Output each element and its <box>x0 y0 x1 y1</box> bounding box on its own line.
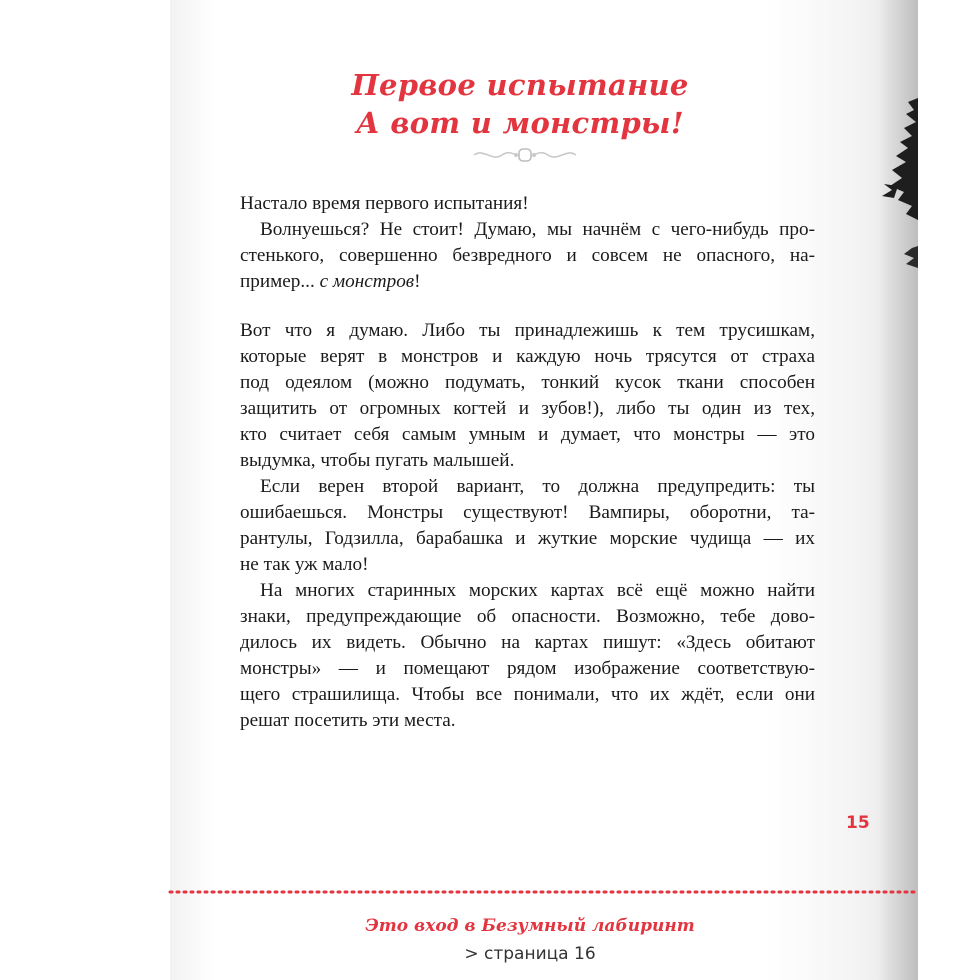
dotted-divider <box>168 888 916 896</box>
text-fragment: ! <box>414 271 421 292</box>
text-line: защитить от огромных когтей и зубов!), либо ты один из тех, <box>240 398 815 419</box>
text-line: Волнуешься? Не стоит! Думаю, мы начнём с чего-нибудь про- <box>260 219 815 240</box>
text-line-with-emphasis <box>240 269 815 295</box>
flourish-icon <box>470 144 580 166</box>
text-line: щего страшилища. Чтобы все понимали, что их ждёт, если они <box>240 684 815 705</box>
text-line: которые верят в монстров и каждую ночь трясутся от страха <box>240 346 815 367</box>
paragraph-group-2 <box>240 318 815 734</box>
page-number: 15 <box>846 813 870 833</box>
text-line: стенького, совершенно безвредного и совсем не опасного, на- <box>240 245 815 266</box>
text-line: выдумка, чтобы пугать малышей. <box>240 450 515 471</box>
next-page-reference[interactable]: > страница 16 <box>464 944 596 964</box>
text-line: На многих старинных морских картах всё ещё можно найти <box>260 580 815 601</box>
chapter-title-line-1: Первое испытание <box>351 68 689 102</box>
emphasis-text: с монстров <box>319 271 415 292</box>
text-line: монстры» — и помещают рядом изображение соответствую- <box>240 658 815 679</box>
text-line: под одеялом (можно подумать, тонкий кусок ткани способен <box>240 372 815 393</box>
text-line: знаки, предупреждающие об опасности. Возможно, тебе дово- <box>240 606 815 627</box>
text-fragment: пример... <box>240 271 320 292</box>
paragraph-group-1 <box>240 191 815 295</box>
text-line: дилось их видеть. Обычно на картах пишут: «Здесь обитают <box>240 632 815 653</box>
text-line: решат посетить эти места. <box>240 710 456 731</box>
decorative-foliage-icon <box>878 88 918 288</box>
paragraph-intro: Настало время первого испытания! <box>240 193 529 214</box>
text-line: ошибаешься. Монстры существуют! Вампиры, оборотни, та- <box>240 502 815 523</box>
chapter-title-line-2: А вот и монстры! <box>356 106 684 140</box>
text-line: Вот что я думаю. Либо ты принадлежишь к тем трусишкам, <box>240 320 815 341</box>
maze-entry-link[interactable]: Это вход в Безумный лабиринт <box>365 916 695 936</box>
text-line: рантулы, Годзилла, барабашка и жуткие морские чудища — их <box>240 528 815 549</box>
text-line: не так уж мало! <box>240 554 369 575</box>
text-line: кто считает себя самым умным и думает, что монстры — это <box>240 424 815 445</box>
text-line: Если верен второй вариант, то должна предупредить: ты <box>260 476 815 497</box>
